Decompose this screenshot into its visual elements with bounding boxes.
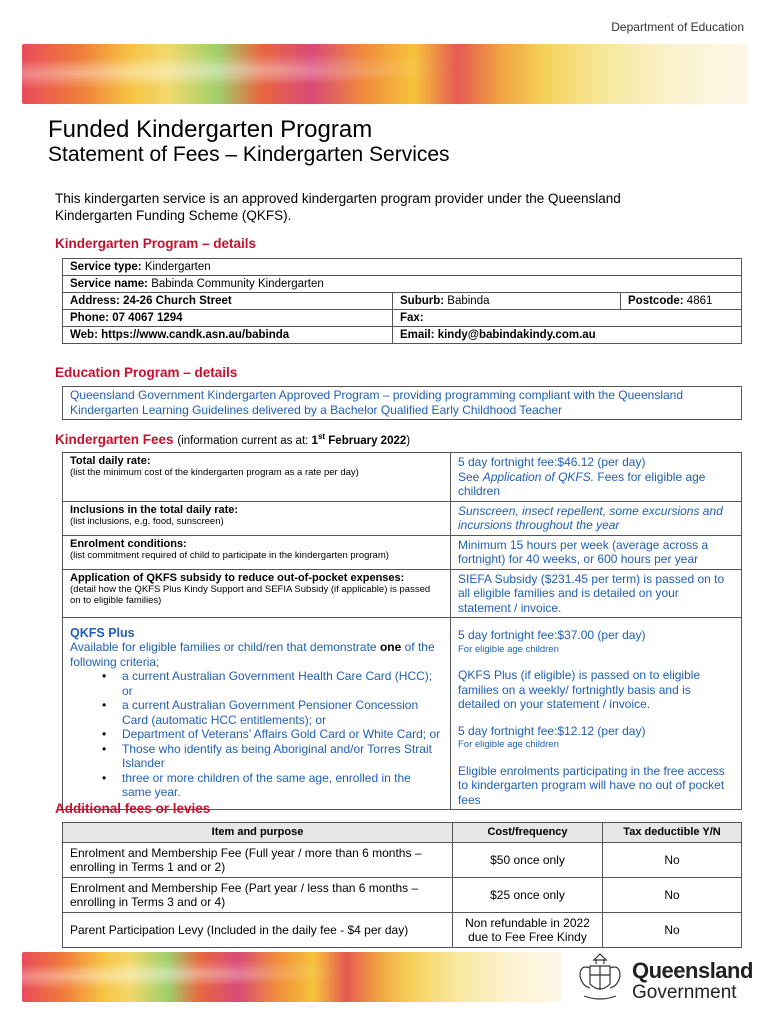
table-row: Enrolment and Membership Fee (Part year / less than 6 months – enrolling in Terms 3 and or 4) $25 once only No xyxy=(63,878,742,913)
education-heading: Education Program – details xyxy=(55,365,238,380)
program-details-heading: Kindergarten Program – details xyxy=(55,236,257,251)
inclusions-value: Sunscreen, insect repellent, some excursions and incursions throughout the year xyxy=(451,501,742,535)
daily-rate-label-cell: Total daily rate: (list the minimum cost of the kindergarten program as a rate per day) xyxy=(63,453,451,502)
qkfs-plus-values: 5 day fortnight fee:$37.00 (per day) For eligible age children QKFS Plus (if eligible) is passed on to eligible families on a weekly/ fortnightly basis and is detailed on your statement / invoice. 5 day fortnight fee:$12.12 (per day) For eligible age children Eligible enrolments participating in the free access to kindergarten program will have no out of pocket fees xyxy=(451,618,742,810)
list-item: • Those who identify as being Aboriginal and/or Torres Strait Islander xyxy=(102,742,443,771)
program-details-table xyxy=(62,258,742,344)
address-cell: Address: 24-26 Church Street xyxy=(63,293,393,310)
fees-table xyxy=(62,452,742,810)
service-type: Kindergarten xyxy=(144,261,211,273)
postcode: 4861 xyxy=(686,295,713,307)
application-value: SIEFA Subsidy ($231.45 per term) is passed on to all eligible families and is detailed on your statement / invoice. xyxy=(451,569,742,618)
column-header: Cost/frequency xyxy=(453,823,603,843)
email-cell: Email: kindy@babindakindy.com.au xyxy=(393,327,742,344)
list-item: • a current Australian Government Health Care Card (HCC); or xyxy=(102,669,443,698)
footer-banner xyxy=(22,952,562,1002)
service-name-cell: Service name: Babinda Community Kindergarten xyxy=(63,276,742,293)
qkfs-plus-cell: QKFS Plus Available for eligible families or child/ren that demonstrate one of the following criteria; • a current Australian Government Health Care Card (HCC); or • a current Australian Government Pensioner Concession Card (automatic HCC entitlements); or • Department of Veterans’ Affairs Gold Card or White Card; or • Those who identify as being Aboriginal and/or Torres Strait Islander • three or more children of the same age, enrolled in the same year. xyxy=(63,618,451,810)
phone: 07 4067 1294 xyxy=(112,312,183,324)
service-type-cell: Service type: Kindergarten xyxy=(63,259,742,276)
inclusions-label-cell: Inclusions in the total daily rate: (list inclusions, e.g. food, sunscreen) xyxy=(63,501,451,535)
list-item: • three or more children of the same age, enrolled in the same year. xyxy=(102,771,443,800)
column-header: Tax deductible Y/N xyxy=(603,823,742,843)
suburb: Babinda xyxy=(447,295,490,307)
address: 24-26 Church Street xyxy=(123,295,232,307)
qkfs-plus-title: QKFS Plus xyxy=(70,626,135,640)
page-subtitle: Statement of Fees – Kindergarten Services xyxy=(48,143,450,166)
education-text: Queensland Government Kindergarten Approved Program – providing programming compliant with the Queensland Kindergarten Learning Guidelines delivered by a Bachelor Qualified Early Childhood Teacher xyxy=(62,386,742,420)
logo-name: Queensland xyxy=(632,958,753,983)
fax-cell: Fax: xyxy=(393,310,742,327)
table-row: Enrolment and Membership Fee (Full year / more than 6 months – enrolling in Terms 1 and or 2) $50 once only No xyxy=(63,843,742,878)
header-banner xyxy=(22,44,748,104)
postcode-cell: Postcode: 4861 xyxy=(621,293,742,310)
logo-sub: Government xyxy=(632,982,737,1003)
web-link[interactable]: https://www.candk.asn.au/babinda xyxy=(101,329,290,341)
table-row: Parent Participation Levy (Included in the daily fee - $4 per day) Non refundable in 2022 due to Fee Free Kindy No xyxy=(63,913,742,948)
page-title: Funded Kindergarten Program xyxy=(48,116,373,143)
enrolment-value: Minimum 15 hours per week (average across a fortnight) for 40 weeks, or 600 hours per year xyxy=(451,535,742,569)
daily-rate-value: 5 day fortnight fee:$46.12 (per day) See Application of QKFS. Fees for eligible age children xyxy=(451,453,742,502)
crest-icon xyxy=(574,950,626,1006)
web-cell: Web: https://www.candk.asn.au/babinda xyxy=(63,327,393,344)
criteria-list xyxy=(102,669,443,800)
application-label-cell: Application of QKFS subsidy to reduce out-of-pocket expenses: (detail how the QKFS Plus Kindy Support and SEFIA Subsidy (if applicable) is passed on to eligible families) xyxy=(63,569,451,618)
list-item: • a current Australian Government Pensioner Concession Card (automatic HCC entitlements); or xyxy=(102,698,443,727)
suburb-cell: Suburb: Babinda xyxy=(393,293,621,310)
queensland-government-logo xyxy=(574,950,754,1006)
list-item: • Department of Veterans’ Affairs Gold Card or White Card; or xyxy=(102,727,443,742)
additional-fees-table xyxy=(62,822,742,948)
fees-info-date: (information current as at: 1st February 2022) xyxy=(177,432,411,447)
department-name: Department of Education xyxy=(611,20,744,34)
column-header: Item and purpose xyxy=(63,823,453,843)
intro-text: This kindergarten service is an approved kindergarten program provider under the Queensland Kindergarten Funding Scheme (QKFS). xyxy=(55,191,621,223)
service-name: Babinda Community Kindergarten xyxy=(151,278,324,290)
email-link[interactable]: kindy@babindakindy.com.au xyxy=(437,329,596,341)
fees-heading: Kindergarten Fees (information current as at: 1st February 2022) xyxy=(55,432,411,447)
additional-fees-heading: Additional fees or levies xyxy=(55,801,211,816)
phone-cell: Phone: 07 4067 1294 xyxy=(63,310,393,327)
enrolment-label-cell: Enrolment conditions: (list commitment required of child to participate in the kindergarten program) xyxy=(63,535,451,569)
